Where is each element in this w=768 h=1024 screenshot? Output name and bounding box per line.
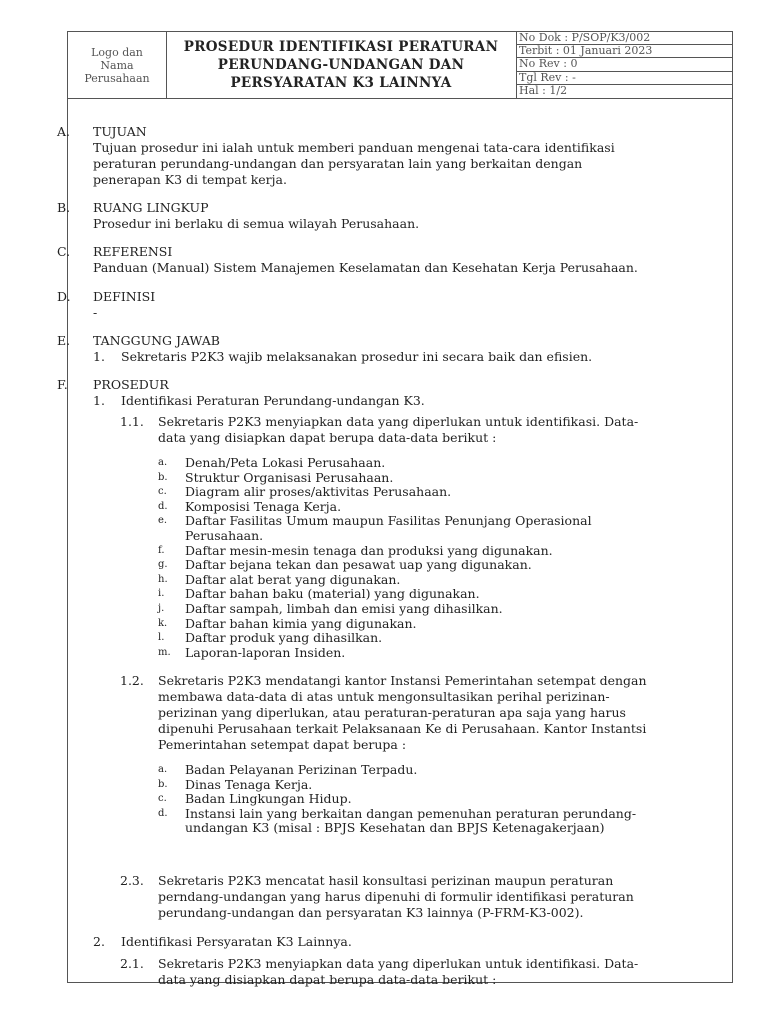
- list-marker: b.: [158, 471, 168, 483]
- paragraph-line: -: [93, 305, 98, 320]
- list-marker: g.: [158, 559, 168, 571]
- section-letter: B.: [57, 200, 71, 215]
- list-text: Identifikasi Persyaratan K3 Lainnya.: [121, 934, 352, 949]
- paragraph-line: Pemerintahan setempat dapat berupa :: [158, 737, 407, 752]
- list-marker: d.: [158, 500, 168, 512]
- list-item: Daftar bahan kimia yang digunakan.: [185, 615, 417, 631]
- paragraph-line: Tujuan prosedur ini ialah untuk memberi panduan mengenai tata-cara identifikasi: [93, 140, 615, 155]
- paragraph-line: membawa data-data di atas untuk mengonsultasikan perihal perizinan-: [158, 689, 610, 704]
- paragraph-line: perundang-undangan dan persyaratan K3 lainnya (P-FRM-K3-002).: [158, 905, 584, 920]
- list-marker: m.: [158, 646, 171, 658]
- paragraph-line: data yang disiapkan dapat berupa data-data berikut :: [158, 430, 497, 445]
- section-title: RUANG LINGKUP: [93, 200, 209, 215]
- subsection-number: 2.1.: [120, 956, 144, 971]
- paragraph-line: Sekretaris P2K3 mencatat hasil konsultasi perizinan maupun peraturan: [158, 873, 614, 888]
- list-item: Daftar Fasilitas Umum maupun Fasilitas Penunjang Operasional: [185, 513, 592, 529]
- list-item: Instansi lain yang berkaitan dangan pemenuhan peraturan perundang-: [185, 805, 637, 821]
- meta-doc-number: No Dok : P/SOP/K3/002: [516, 32, 732, 45]
- list-item: Daftar bejana tekan dan pesawat uap yang digunakan.: [185, 557, 532, 573]
- section-title: TUJUAN: [93, 124, 147, 139]
- list-marker: j.: [158, 603, 165, 614]
- list-marker: k.: [158, 617, 168, 629]
- meta-issued: Terbit : 01 Januari 2023: [516, 45, 732, 58]
- list-item: Badan Pelayanan Perizinan Terpadu.: [185, 762, 418, 777]
- paragraph-line: peraturan perundang-undangan dan persyaratan lain yang berkaitan dengan: [93, 156, 583, 171]
- list-item: Denah/Peta Lokasi Perusahaan.: [185, 455, 386, 470]
- logo-line: Nama: [100, 58, 134, 72]
- list-item: Daftar bahan baku (material) yang digunakan.: [185, 586, 480, 602]
- list-item: Perusahaan.: [185, 528, 264, 543]
- paragraph-line: Panduan (Manual) Sistem Manajemen Keselamatan dan Kesehatan Kerja Perusahaan.: [93, 260, 638, 275]
- list-item: Dinas Tenaga Kerja.: [185, 776, 313, 792]
- paragraph-line: Prosedur ini berlaku di semua wilayah Perusahaan.: [93, 216, 420, 231]
- document-title: [166, 32, 517, 98]
- meta-revision: No Rev : 0: [516, 58, 732, 71]
- list-marker: c.: [158, 486, 167, 498]
- section-title: REFERENSI: [93, 244, 173, 259]
- title-line: PROSEDUR IDENTIFIKASI PERATURAN: [183, 39, 499, 55]
- section-title: DEFINISI: [93, 289, 156, 304]
- section-letter: C.: [57, 244, 71, 259]
- list-item: Komposisi Tenaga Kerja.: [185, 498, 342, 514]
- meta-revision-date: Tgl Rev : -: [516, 72, 732, 85]
- logo-placeholder: [68, 32, 167, 98]
- paragraph-line: Sekretaris P2K3 mendatangi kantor Instansi Pemerintahan setempat dengan: [158, 673, 647, 688]
- section-letter: F.: [57, 377, 68, 392]
- list-marker: a.: [158, 457, 168, 468]
- paragraph-line: Sekretaris P2K3 menyiapkan data yang diperlukan untuk identifikasi. Data-: [158, 414, 639, 429]
- logo-line: Perusahaan: [84, 71, 150, 85]
- meta-page: Hal : 1/2: [519, 83, 568, 97]
- paragraph-line: perndang-undangan yang harus dipenuhi di formulir identifikasi peraturan: [158, 889, 634, 904]
- section-title: TANGGUNG JAWAB: [93, 333, 220, 348]
- section-title: PROSEDUR: [93, 377, 169, 392]
- list-item: Daftar produk yang dihasilkan.: [185, 630, 383, 646]
- subsection-number: 1.2.: [120, 673, 144, 688]
- title-line: PERSYARATAN K3 LAINNYA: [230, 75, 452, 91]
- list-marker: d.: [158, 807, 168, 819]
- logo-line: Logo dan: [91, 45, 143, 59]
- list-item: Daftar alat berat yang digunakan.: [185, 571, 401, 587]
- paragraph-line: penerapan K3 di tempat kerja.: [93, 172, 287, 187]
- list-marker: e.: [158, 515, 168, 527]
- list-marker: c.: [158, 793, 167, 805]
- list-item: undangan K3 (misal : BPJS Kesehatan dan BPJS Ketenagakerjaan): [185, 820, 605, 836]
- list-number: 1.: [93, 349, 105, 364]
- paragraph-line: data yang disiapkan dapat berupa data-data berikut :: [158, 972, 497, 987]
- document-header: [68, 32, 732, 99]
- list-text: Identifikasi Peraturan Perundang-undangan K3.: [121, 393, 425, 408]
- list-item: Daftar sampah, limbah dan emisi yang dihasilkan.: [185, 601, 503, 616]
- section-letter: A.: [57, 124, 71, 139]
- paragraph-line: perizinan yang diperlukan, atau peraturan-peraturan apa saja yang harus: [158, 705, 626, 720]
- section-letter: D.: [57, 289, 71, 304]
- list-marker: b.: [158, 778, 168, 790]
- subsection-number: 2.3.: [120, 873, 144, 888]
- list-text: Sekretaris P2K3 wajib melaksanakan prosedur ini secara baik dan efisien.: [121, 349, 593, 364]
- list-marker: f.: [158, 544, 165, 556]
- list-item: Daftar mesin-mesin tenaga dan produksi yang digunakan.: [185, 542, 553, 558]
- list-item: Diagram alir proses/aktivitas Perusahaan.: [185, 484, 452, 500]
- paragraph-line: dipenuhi Perusahaan terkait Pelaksanaan Ke di Perusahaan. Kantor Instantsi: [158, 721, 647, 736]
- list-item: Badan Lingkungan Hidup.: [185, 791, 352, 807]
- list-marker: l.: [158, 632, 165, 644]
- list-marker: i.: [158, 588, 165, 600]
- document-frame: [57, 31, 733, 987]
- list-item: Struktur Organisasi Perusahaan.: [185, 469, 394, 485]
- list-number: 1.: [93, 393, 105, 408]
- list-marker: a.: [158, 764, 168, 775]
- title-line: PERUNDANG-UNDANGAN DAN: [217, 57, 465, 73]
- list-number: 2.: [93, 934, 105, 949]
- list-marker: h.: [158, 573, 168, 585]
- section-letter: E.: [57, 333, 71, 348]
- document-meta: [516, 32, 732, 98]
- paragraph-line: Sekretaris P2K3 menyiapkan data yang diperlukan untuk identifikasi. Data-: [158, 956, 639, 971]
- subsection-number: 1.1.: [120, 414, 144, 429]
- list-item: Laporan-laporan Insiden.: [185, 644, 346, 660]
